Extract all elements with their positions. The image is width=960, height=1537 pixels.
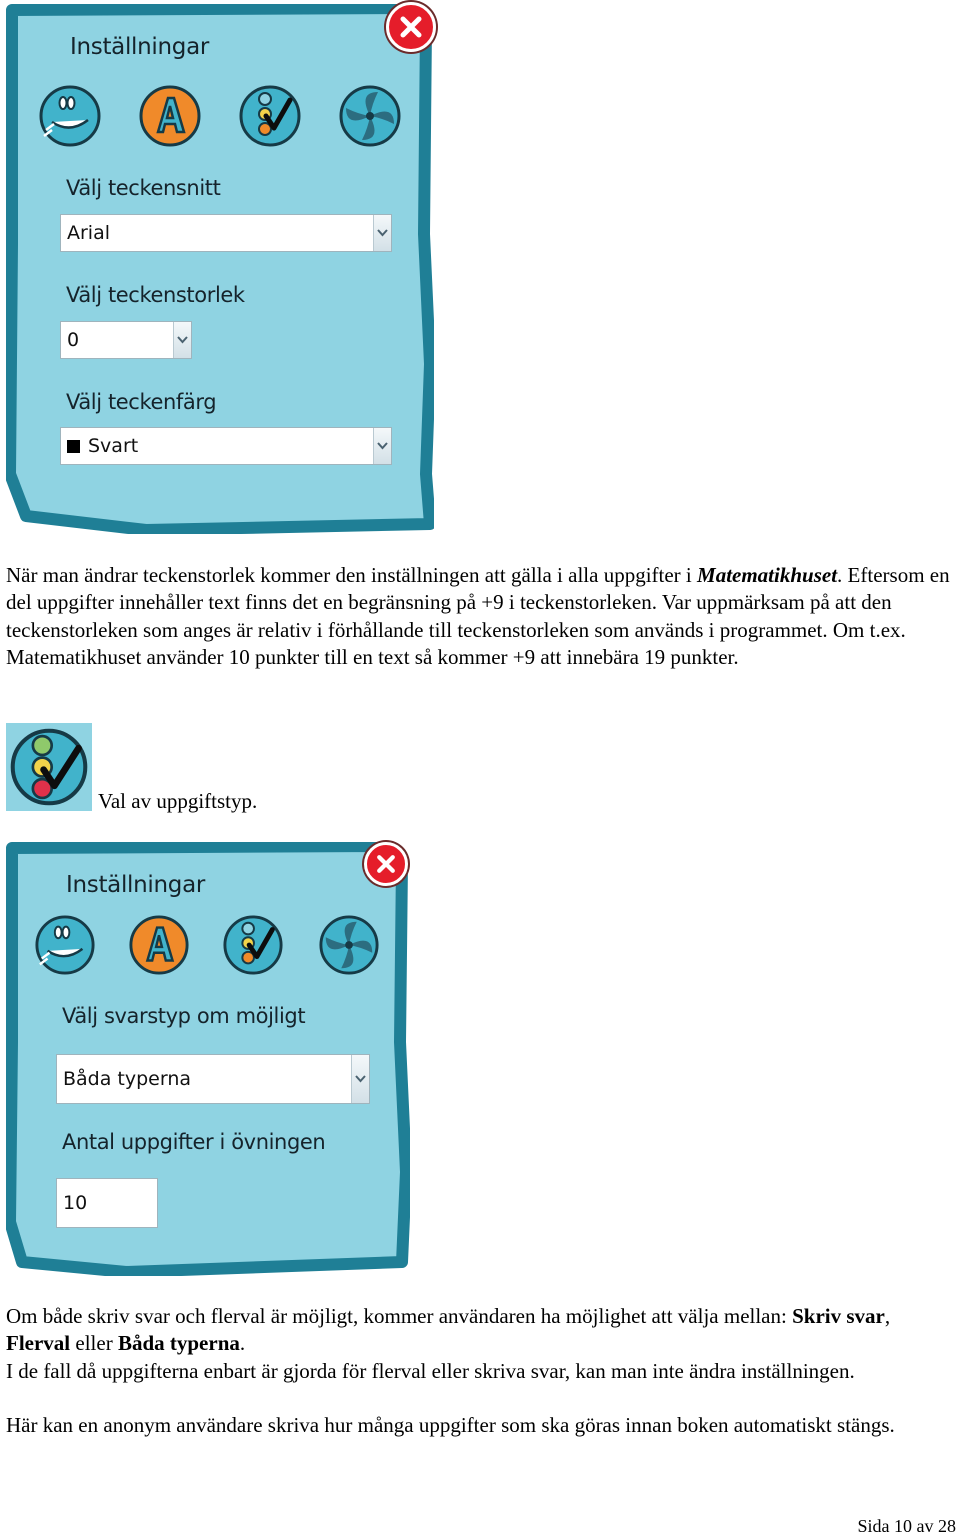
panel-title: Inställningar — [66, 872, 206, 898]
settings-panel-task-type — [6, 842, 410, 1276]
chevron-down-icon[interactable] — [373, 428, 391, 464]
face-icon[interactable] — [38, 84, 102, 148]
chevron-down-icon[interactable] — [373, 215, 391, 251]
close-button[interactable] — [364, 842, 408, 886]
task-count-label: Antal uppgifter i övningen — [62, 1130, 326, 1154]
face-icon[interactable] — [34, 914, 96, 976]
panel-title: Inställningar — [70, 34, 210, 60]
font-size-value: 0 — [67, 329, 80, 351]
fixed-type-note: I de fall då uppgifterna enbart är gjorda för flerval eller skriva svar, kan man inte ändra inställningen. — [6, 1359, 855, 1383]
font-color-select[interactable] — [60, 427, 392, 465]
settings-panel-font — [6, 4, 434, 534]
font-family-label: Välj teckensnitt — [66, 176, 221, 200]
product-name: Matematikhuset — [697, 563, 838, 587]
color-swatch — [67, 440, 80, 453]
close-x-icon — [375, 853, 397, 875]
pinwheel-icon[interactable] — [318, 914, 380, 976]
task-type-check-icon[interactable] — [238, 84, 302, 148]
chevron-down-icon[interactable] — [173, 322, 191, 358]
answer-type-select[interactable] — [56, 1054, 370, 1104]
page-number: Sida 10 av 28 — [857, 1516, 956, 1536]
font-letter-a-icon[interactable] — [128, 914, 190, 976]
close-button[interactable] — [386, 2, 436, 52]
answer-type-label: Välj svarstyp om möjligt — [62, 1004, 306, 1028]
task-count-input[interactable]: 10 — [56, 1178, 158, 1228]
task-type-caption: Val av uppgiftstyp. — [98, 789, 258, 813]
task-type-check-icon — [6, 723, 92, 811]
font-family-value: Arial — [67, 222, 111, 244]
font-color-label: Välj teckenfärg — [66, 390, 217, 414]
pinwheel-icon[interactable] — [338, 84, 402, 148]
font-family-select[interactable] — [60, 214, 392, 252]
task-type-check-icon[interactable] — [222, 914, 284, 976]
font-color-value: Svart — [88, 435, 139, 457]
answer-type-explanation: Om både skriv svar och flerval är möjligt, kommer användaren ha möjlighet att välja mellan: Skriv svar, Flerval eller Båda typerna. — [6, 1304, 891, 1356]
font-size-label: Välj teckenstorlek — [66, 283, 245, 307]
answer-type-value: Båda typerna — [63, 1068, 192, 1090]
font-size-select[interactable] — [60, 321, 192, 359]
font-letter-a-icon[interactable] — [138, 84, 202, 148]
chevron-down-icon[interactable] — [351, 1055, 369, 1103]
close-x-icon — [398, 14, 424, 40]
font-size-explanation: När man ändrar teckenstorlek kommer den inställningen att gälla i alla uppgifter i Matematikhuset. Eftersom en del uppgifter innehåller text finns det en begränsning på +9 i teckenstorleken. Var uppmärksam på att den teckenstorleken som anges är relativ i förhållande till teckenstorleken som används i programmet. Om t.ex. Matematikhuset använder 10 punkter till en text så kommer +9 att innebära 19 punkter. — [6, 563, 950, 669]
anonymous-user-note: Här kan en anonym användare skriva hur många uppgifter som ska göras innan boken automatiskt stängs. — [6, 1413, 895, 1437]
